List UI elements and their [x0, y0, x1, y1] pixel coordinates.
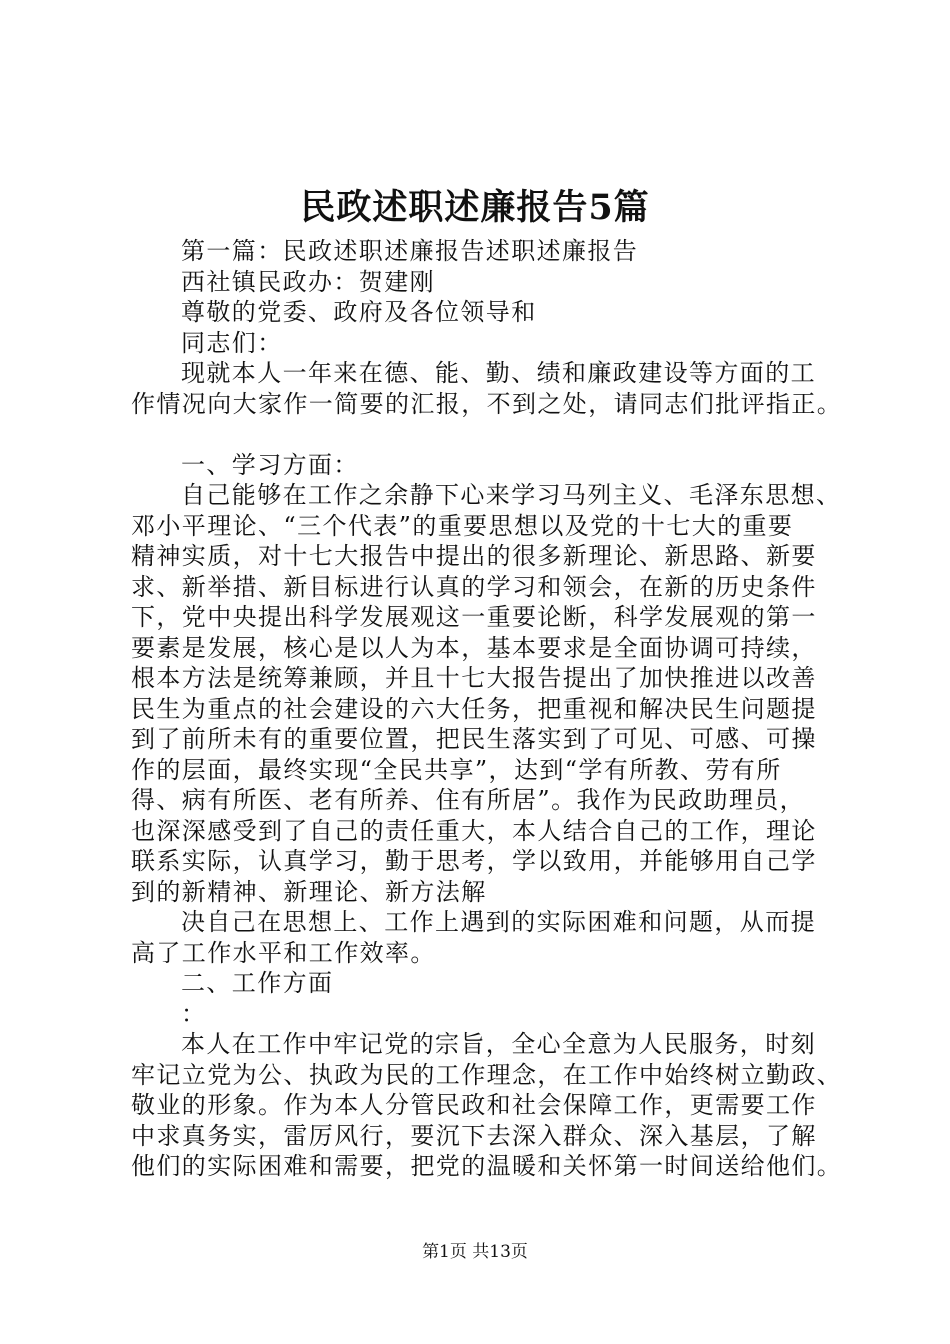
body-line: 到了前所未有的重要位置，把民生落实到了可见、可感、可操 [131, 725, 817, 753]
body-line: 自己能够在工作之余静下心来学习马列主义、毛泽东思想、 [181, 481, 842, 509]
body-line: 一、学习方面： [181, 450, 359, 479]
body-line: 精神实质，对十七大报告中提出的很多新理论、新思路、新要 [131, 542, 817, 570]
document-title: 民政述职述廉报告5篇 [300, 187, 650, 228]
body-line: ： [181, 999, 207, 1028]
page-footer: 第1页 共13页 [422, 1242, 528, 1262]
body-line: 邓小平理论、“三个代表”的重要思想以及党的十七大的重要 [131, 511, 794, 540]
body-line: 高了工作水平和工作效率。 [131, 938, 436, 967]
body-line: 也深深感受到了自己的责任重大，本人结合自己的工作，理论 [131, 816, 817, 845]
body-line: 根本方法是统筹兼顾，并且十七大报告提出了加快推进以改善 [131, 664, 817, 692]
body-line: 联系实际，认真学习，勤于思考，学以致用，并能够用自己学 [131, 847, 817, 875]
body-line: 到的新精神、新理论、新方法解 [131, 877, 487, 906]
body-line: 他们的实际困难和需要，把党的温暖和关怀第一时间送给他们。 [131, 1152, 843, 1180]
body-line: 决自己在思想上、工作上遇到的实际困难和问题，从而提 [181, 908, 816, 936]
body-line: 得、病有所医、老有所养、住有所居”。我作为民政助理员， [131, 786, 806, 814]
body-line: 第一篇：民政述职述廉报告述职述廉报告 [181, 237, 639, 265]
body-line: 下，党中央提出科学发展观这一重要论断，科学发展观的第一 [131, 603, 817, 631]
body-line: 要素是发展，核心是以人为本，基本要求是全面协调可持续， [131, 633, 817, 662]
body-line: 西社镇民政办：贺建刚 [181, 267, 435, 296]
body-line: 敬业的形象。作为本人分管民政和社会保障工作，更需要工作 [131, 1091, 817, 1119]
body-line: 尊敬的党委、政府及各位领导和 [181, 298, 537, 326]
body-line: 二、工作方面 [181, 969, 334, 997]
body-line: 同志们： [181, 328, 283, 357]
body-line: 作情况向大家作一简要的汇报，不到之处，请同志们批评指正。 [131, 389, 843, 418]
body-line: 本人在工作中牢记党的宗旨，全心全意为人民服务，时刻 [181, 1030, 816, 1058]
body-line: 作的层面，最终实现“全民共享”，达到“学有所教、劳有所 [131, 755, 782, 784]
blank-line [131, 419, 841, 450]
body-line: 现就本人一年来在德、能、勤、绩和廉政建设等方面的工 [181, 359, 816, 387]
body-line: 牢记立党为公、执政为民的工作理念，在工作中始终树立勤政、 [131, 1060, 843, 1089]
body-line: 中求真务实，雷厉风行，要沉下去深入群众、深入基层，了解 [131, 1121, 817, 1150]
body-line: 求、新举措、新目标进行认真的学习和领会，在新的历史条件 [131, 572, 817, 601]
document-body [131, 236, 841, 1182]
body-line: 民生为重点的社会建设的六大任务，把重视和解决民生问题提 [131, 694, 817, 723]
